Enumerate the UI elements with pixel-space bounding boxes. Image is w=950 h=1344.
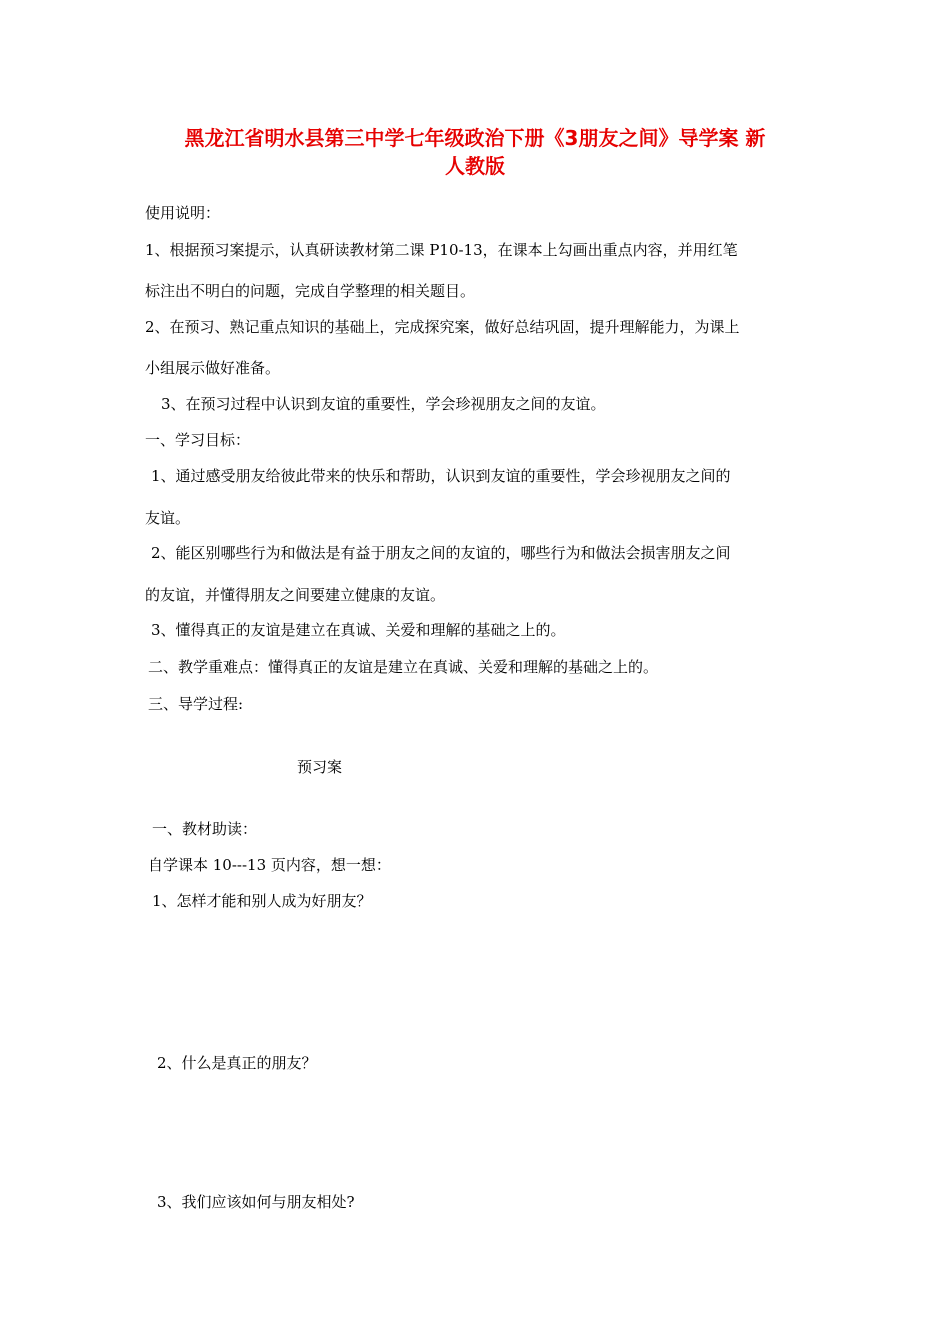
goal-1-line-2: 友谊。 bbox=[145, 509, 191, 527]
section-goals-heading: 一、学习目标： bbox=[145, 431, 251, 449]
section-key-points: 二、教学重难点：懂得真正的友谊是建立在真诚、关爱和理解的基础之上的。 bbox=[148, 658, 659, 676]
question-1: 1、怎样才能和别人成为好朋友？ bbox=[152, 892, 372, 910]
goal-1-line-1: 1、通过感受朋友给彼此带来的快乐和帮助，认识到友谊的重要性，学会珍视朋友之间的 bbox=[151, 467, 731, 485]
question-2: 2、什么是真正的朋友？ bbox=[157, 1054, 317, 1072]
preview-heading: 预习案 bbox=[297, 758, 343, 776]
document-title-line-1: 黑龙江省明水县第三中学七年级政治下册《3朋友之间》导学案 新 bbox=[184, 126, 766, 150]
document-title-line-2: 人教版 bbox=[445, 154, 505, 178]
self-study-instruction: 自学课本 10---13 页内容，想一想： bbox=[148, 856, 391, 874]
usage-item-1-line-2: 标注出不明白的问题，完成自学整理的相关题目。 bbox=[145, 282, 476, 300]
question-3: 3、我们应该如何与朋友相处? bbox=[157, 1193, 355, 1211]
usage-item-2-line-2: 小组展示做好准备。 bbox=[145, 359, 281, 377]
usage-item-1-line-1: 1、根据预习案提示，认真研读教材第二课 P10-13，在课本上勾画出重点内容，并用红笔 bbox=[145, 241, 738, 259]
goal-2-line-2: 的友谊，并懂得朋友之间要建立健康的友谊。 bbox=[145, 586, 446, 604]
usage-item-3: 3、在预习过程中认识到友谊的重要性，学会珍视朋友之间的友谊。 bbox=[161, 395, 606, 413]
usage-heading: 使用说明： bbox=[145, 204, 221, 222]
goal-2-line-1: 2、能区别哪些行为和做法是有益于朋友之间的友谊的，哪些行为和做法会损害朋友之间 bbox=[151, 544, 731, 562]
section-process-heading: 三、导学过程: bbox=[148, 695, 244, 713]
goal-3: 3、懂得真正的友谊是建立在真诚、关爱和理解的基础之上的。 bbox=[151, 621, 566, 639]
usage-item-2-line-1: 2、在预习、熟记重点知识的基础上，完成探究案，做好总结巩固，提升理解能力，为课上 bbox=[145, 318, 740, 336]
textbook-heading: 一、教材助读： bbox=[152, 820, 258, 838]
